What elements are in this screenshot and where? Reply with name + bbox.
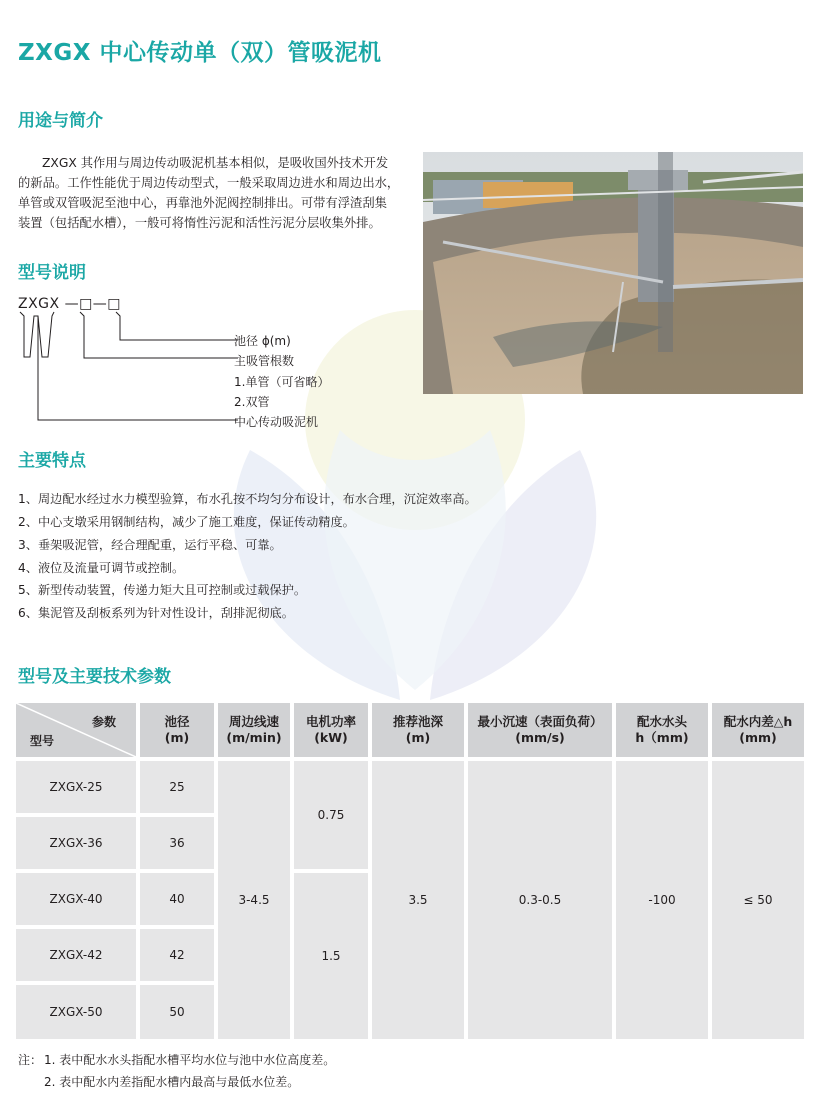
settling-cell: 0.3-0.5 [468, 761, 612, 1039]
model-label: 中心传动吸泥机 [234, 415, 319, 429]
model-cell: ZXGX-50 [16, 985, 136, 1039]
header-cell: 电机功率 (kW) [294, 703, 368, 757]
model-cell: ZXGX-25 [16, 761, 136, 813]
params-heading: 型号及主要技术参数 [18, 667, 171, 687]
clarifier-photo [423, 152, 803, 394]
features-heading: 主要特点 [18, 451, 86, 471]
model-cell: ZXGX-36 [16, 817, 136, 869]
model-heading: 型号说明 [18, 263, 86, 283]
notes-prefix: 注： [18, 1053, 43, 1067]
header-cell: 推荐池深 (m) [372, 703, 464, 757]
header-cell: 最小沉速（表面负荷） (mm/s) [468, 703, 612, 757]
power-cell: 0.75 [294, 761, 368, 869]
note-line: 1. 表中配水水头指配水槽平均水位与池中水位高度差。 [44, 1053, 336, 1067]
model-label: 主吸管根数 [234, 354, 295, 368]
header-cell: 周边线速 (m/min) [218, 703, 290, 757]
corner-model-label: 型号 [30, 734, 55, 748]
corner-param-label: 参数 [91, 715, 116, 729]
header-cell: 池径 (m) [140, 703, 214, 757]
feature-item: 4、液位及流量可调节或控制。 [18, 561, 185, 575]
diameter-cell: 42 [140, 929, 214, 981]
model-code-diagram [18, 310, 258, 440]
diameter-cell: 50 [140, 985, 214, 1039]
model-label: 2.双管 [234, 395, 270, 409]
model-code: ZXGX —□—□ [18, 296, 122, 312]
parameter-table [16, 703, 804, 1039]
model-label: 1.单管（可省略） [234, 375, 330, 389]
diameter-cell: 36 [140, 817, 214, 869]
speed-cell: 3-4.5 [218, 761, 290, 1039]
intro-line: ZXGX 其作用与周边传动吸泥机基本相似，是吸收国外技术开发 [42, 156, 389, 170]
feature-item: 5、新型传动装置，传递力矩大且可控制或过载保护。 [18, 583, 307, 597]
feature-item: 6、集泥管及刮板系列为针对性设计，刮排泥彻底。 [18, 606, 294, 620]
diameter-cell: 25 [140, 761, 214, 813]
intro-line: 单管或双管吸泥至池中心，再靠池外泥阀控制排出。可带有浮渣刮集 [18, 196, 387, 210]
feature-item: 3、垂架吸泥管，经合理配重，运行平稳、可靠。 [18, 538, 282, 552]
model-cell: ZXGX-40 [16, 873, 136, 925]
intro-heading: 用途与简介 [18, 111, 103, 131]
model-label: 池径 ϕ(m) [234, 334, 291, 348]
diff-cell: ≤ 50 [712, 761, 804, 1039]
intro-line: 装置（包括配水槽），一般可将惰性污泥和活性污泥分层收集外排。 [18, 216, 381, 230]
power-cell: 1.5 [294, 873, 368, 1039]
depth-cell: 3.5 [372, 761, 464, 1039]
page-title: ZXGX 中心传动单（双）管吸泥机 [18, 40, 382, 66]
diameter-cell: 40 [140, 873, 214, 925]
note-line: 2. 表中配水内差指配水槽内最高与最低水位差。 [44, 1075, 300, 1089]
table-corner-cell [16, 703, 136, 757]
intro-paragraph [18, 153, 408, 233]
feature-item: 2、中心支墩采用钢制结构，减少了施工难度，保证传动精度。 [18, 515, 355, 529]
header-cell: 配水水头 h（mm) [616, 703, 708, 757]
feature-item: 1、周边配水经过水力模型验算，布水孔按不均匀分布设计，布水合理，沉淀效率高。 [18, 492, 477, 506]
header-cell: 配水内差△h (mm) [712, 703, 804, 757]
model-cell: ZXGX-42 [16, 929, 136, 981]
intro-line: 的新品。工作性能优于周边传动型式，一般采取周边进水和周边出水， [18, 176, 400, 190]
head-cell: -100 [616, 761, 708, 1039]
